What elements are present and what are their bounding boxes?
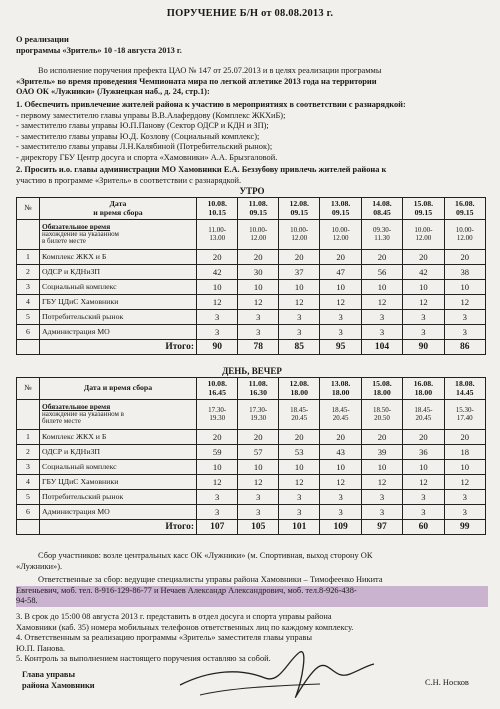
date-cell-part: 13.08. — [330, 378, 351, 388]
mandatory-time-cell-part: 18.50- — [372, 405, 392, 414]
value-cell: 47 — [320, 265, 361, 280]
row-number: 4 — [17, 475, 40, 490]
date-cell-part: 16.45 — [208, 387, 226, 397]
date-cell-part: 16.08. — [413, 378, 434, 388]
handwritten-signature — [170, 640, 380, 708]
value-cell: 10 — [403, 280, 444, 295]
column-date-header — [40, 198, 197, 220]
table-row — [17, 280, 486, 295]
value-cell: 3 — [361, 325, 402, 340]
value-cell: 37 — [279, 265, 320, 280]
value-cell: 10 — [320, 280, 361, 295]
value-cell: 42 — [197, 265, 238, 280]
total-cell: 109 — [320, 520, 361, 535]
value-cell: 10 — [403, 460, 444, 475]
value-cell: 20 — [361, 430, 402, 445]
responsible-line: Евгеньевич, моб. тел. 8-916-129-86-77 и Нечаев Александр Александрович, моб. тел.8-926-438- — [16, 586, 488, 597]
mandatory-time-cell — [361, 220, 402, 250]
mandatory-time-cell-part: 10.00- — [331, 225, 350, 234]
mandatory-time-cell-part: 11.30 — [374, 233, 390, 242]
total-row — [17, 520, 486, 535]
table-row — [17, 430, 486, 445]
item-1-line: 1. Обеспечить привлечение жителей района к участию в мероприятиях в соответствии с разнарядкой: — [16, 100, 406, 109]
date-cell-part: 18.00 — [290, 387, 308, 397]
table-row — [17, 505, 486, 520]
value-cell: 20 — [238, 250, 279, 265]
mandatory-time-cell — [238, 220, 279, 250]
mandatory-time-cell — [197, 220, 238, 250]
date-cell-part: 10.15 — [208, 207, 226, 217]
table-row — [17, 295, 486, 310]
date-cell-part: 16.08. — [455, 198, 475, 208]
table-row — [17, 475, 486, 490]
date-cell-part: 12.08. — [289, 378, 309, 388]
mandatory-time-label — [40, 400, 197, 430]
value-cell: 10 — [279, 460, 320, 475]
table-row — [17, 310, 486, 325]
date-cell-part: 16.30 — [249, 387, 267, 397]
mandatory-time-cell — [403, 220, 444, 250]
date-cell-part: 14.08. — [372, 198, 392, 208]
value-cell: 56 — [361, 265, 402, 280]
value-cell: 3 — [444, 310, 485, 325]
date-cell-part: 09.15 — [331, 207, 350, 217]
total-cell: 104 — [361, 340, 402, 355]
table-row — [17, 445, 486, 460]
value-cell: 20 — [238, 430, 279, 445]
evening-table — [16, 377, 486, 535]
mandatory-time-cell-part: 12.00 — [291, 233, 308, 242]
mandatory-time-cell-part: 15.30- — [455, 405, 474, 414]
mandatory-time-cell-part: 11.00- — [208, 225, 227, 234]
value-cell: 20 — [403, 250, 444, 265]
subject-line-2: программы «Зритель» 10 -18 августа 2013 г. — [16, 46, 182, 55]
value-cell: 10 — [197, 280, 238, 295]
subject-line-1: О реализации — [16, 35, 69, 44]
date-cell — [238, 198, 279, 220]
row-name: Потребительский рынок — [40, 490, 197, 505]
value-cell: 10 — [197, 460, 238, 475]
date-cell-part: 18.00 — [414, 387, 433, 397]
mandatory-time-cell — [444, 220, 485, 250]
total-cell: 107 — [197, 520, 238, 535]
date-cell — [197, 378, 238, 400]
value-cell: 3 — [238, 325, 279, 340]
responsible-line: Ответственные за сбор: ведущие специалисты управы района Хамовники – Тимофеенко Никита — [38, 575, 383, 584]
row-name: ОДСР и КДНиЗП — [40, 265, 197, 280]
total-cell: 86 — [444, 340, 485, 355]
signature-title-line-1: Глава управы — [22, 670, 75, 679]
responsible-paragraph — [16, 575, 488, 607]
mandatory-time-cell-part: 20.45 — [332, 413, 349, 422]
intro-line: ОАО ОК «Лужники» (Лужнецкая наб., д. 24, стр.1): — [16, 87, 210, 97]
mandatory-time-label-part: билете месте — [42, 417, 81, 426]
date-cell — [238, 378, 279, 400]
date-cell — [444, 198, 485, 220]
row-number: 2 — [17, 265, 40, 280]
mandatory-time-cell-part: 20.45 — [415, 413, 432, 422]
row-name: Администрация МО — [40, 325, 197, 340]
row-name: Потребительский рынок — [40, 310, 197, 325]
value-cell: 42 — [403, 265, 444, 280]
row-number: 3 — [17, 460, 40, 475]
total-cell: 60 — [403, 520, 444, 535]
column-number-header: № — [17, 198, 40, 220]
value-cell: 12 — [403, 475, 444, 490]
mandatory-time-cell-part: 18.45- — [290, 405, 309, 414]
mandatory-time-cell-part: 10.00- — [249, 225, 268, 234]
value-cell: 3 — [403, 310, 444, 325]
mandatory-time-cell-part: 18.45- — [414, 405, 433, 414]
value-cell: 59 — [197, 445, 238, 460]
mandatory-time-cell-part: 17.30- — [208, 405, 227, 414]
row-name: Социальный комплекс — [40, 460, 197, 475]
total-label: Итого: — [40, 340, 197, 355]
date-cell-part: 10.08. — [207, 198, 227, 208]
mandatory-time-cell — [320, 400, 361, 430]
value-cell: 10 — [361, 280, 402, 295]
value-cell: 3 — [320, 325, 361, 340]
row-name: Комплекс ЖКХ и Б — [40, 430, 197, 445]
mandatory-time-cell-part: 12.00 — [332, 233, 349, 242]
mandatory-time-cell — [197, 400, 238, 430]
table-header-row — [17, 378, 486, 400]
item-2-paragraph — [16, 165, 488, 186]
date-cell-part: 11.08. — [248, 378, 268, 388]
column-date-header-part: Дата — [109, 198, 127, 208]
table-header-row — [17, 198, 486, 220]
value-cell: 53 — [279, 445, 320, 460]
mandatory-time-cell-part: 19.30 — [209, 413, 226, 422]
value-cell: 3 — [320, 490, 361, 505]
date-cell — [320, 198, 361, 220]
value-cell: 3 — [403, 325, 444, 340]
table-row — [17, 325, 486, 340]
row-name: Комплекс ЖКХ и Б — [40, 250, 197, 265]
table-row — [17, 250, 486, 265]
value-cell: 3 — [320, 310, 361, 325]
total-cell: 105 — [238, 520, 279, 535]
value-cell: 10 — [361, 460, 402, 475]
row-number: 5 — [17, 490, 40, 505]
blank-cell — [17, 340, 40, 355]
morning-section-title: УТРО — [239, 186, 265, 196]
mandatory-time-cell-part: 19.30 — [250, 413, 267, 422]
row-number: 6 — [17, 505, 40, 520]
mandatory-time-row — [17, 220, 486, 250]
date-cell-part: 09.15 — [249, 207, 267, 217]
total-cell: 99 — [444, 520, 485, 535]
blank-cell — [17, 520, 40, 535]
row-number: 2 — [17, 445, 40, 460]
mandatory-time-cell-part: 10.00- — [414, 225, 433, 234]
intro-line: «Зритель» во время проведения Чемпионата мира по легкой атлетике 2013 года на территории — [16, 76, 377, 86]
row-number: 1 — [17, 250, 40, 265]
value-cell: 43 — [320, 445, 361, 460]
date-cell — [279, 198, 320, 220]
value-cell: 20 — [320, 430, 361, 445]
mandatory-time-label-part: Обязательное время — [42, 401, 111, 411]
intro-line: Во исполнение поручения префекта ЦАО № 147 от 25.07.2013 и в целях реализации программы — [38, 66, 382, 75]
value-cell: 3 — [361, 490, 402, 505]
value-cell: 12 — [320, 475, 361, 490]
signatory-name: С.Н. Носков — [425, 678, 469, 687]
mandatory-time-cell — [444, 400, 485, 430]
column-date-header-part: Дата и время сбора — [83, 383, 153, 393]
mandatory-time-cell — [279, 400, 320, 430]
value-cell: 12 — [403, 295, 444, 310]
date-cell — [403, 198, 444, 220]
mandatory-time-cell-part: 17.30- — [249, 405, 268, 414]
table-row — [17, 490, 486, 505]
row-name: ГБУ ЦДиС Хамовники — [40, 295, 197, 310]
mandatory-time-cell-part: 10.00- — [455, 225, 474, 234]
value-cell: 20 — [320, 250, 361, 265]
value-cell: 12 — [279, 475, 320, 490]
value-cell: 10 — [444, 460, 485, 475]
item-3-line: 4. Ответственным за реализацию программы «Зритель» заместителя главы управы — [16, 633, 312, 643]
value-cell: 3 — [279, 490, 320, 505]
value-cell: 10 — [238, 460, 279, 475]
mandatory-time-cell-part: 12.00 — [415, 233, 432, 242]
value-cell: 20 — [444, 250, 485, 265]
date-cell — [444, 378, 485, 400]
value-cell: 12 — [197, 475, 238, 490]
gathering-line: «Лужники»). — [16, 561, 63, 571]
value-cell: 10 — [444, 280, 485, 295]
column-date-header-part: и время сбора — [93, 207, 143, 217]
evening-section-title: ДЕНЬ, ВЕЧЕР — [222, 366, 282, 376]
mandatory-time-row — [17, 400, 486, 430]
value-cell: 12 — [238, 295, 279, 310]
mandatory-time-cell-part: 17.40 — [456, 413, 473, 422]
item-3-line: 5. Контроль за выполнением настоящего поручения оставляю за собой. — [16, 654, 271, 664]
row-number: 6 — [17, 325, 40, 340]
value-cell: 3 — [238, 505, 279, 520]
mandatory-time-cell — [403, 400, 444, 430]
value-cell: 3 — [320, 505, 361, 520]
item-1-line: - заместителю главы управы Ю.П.Панову (Сектор ОДСР и КДН и ЗП); — [16, 121, 269, 131]
value-cell: 12 — [238, 475, 279, 490]
value-cell: 20 — [197, 430, 238, 445]
gathering-line: Сбор участников: возле центральных касс ОК «Лужники» (м. Спортивная, выход сторону ОК — [38, 551, 373, 560]
date-cell-part: 18.00 — [331, 387, 350, 397]
mandatory-time-cell — [361, 400, 402, 430]
mandatory-time-label-part: Обязательное время — [42, 221, 111, 231]
item-1-line: - заместителю главы управы Л.Н.Калябиной (Потребительский рынок); — [16, 142, 273, 152]
signature-title-line-2: района Хамовники — [22, 681, 95, 690]
value-cell: 20 — [361, 250, 402, 265]
date-cell — [361, 378, 402, 400]
value-cell: 12 — [361, 475, 402, 490]
item-3-line: Хамовники (каб. 35) номера мобильных телефонов ответственных лиц по каждому комплексу. — [16, 622, 354, 632]
date-cell-part: 18.08. — [455, 378, 475, 388]
row-name: Администрация МО — [40, 505, 197, 520]
value-cell: 12 — [197, 295, 238, 310]
value-cell: 3 — [444, 490, 485, 505]
value-cell: 12 — [279, 295, 320, 310]
mandatory-time-cell-part: 12.00 — [456, 233, 473, 242]
total-cell: 90 — [197, 340, 238, 355]
value-cell: 20 — [444, 430, 485, 445]
mandatory-time-cell-part: 18.45- — [331, 405, 350, 414]
date-cell-part: 09.15 — [414, 207, 433, 217]
date-cell-part: 15.08. — [372, 378, 392, 388]
morning-table — [16, 197, 486, 355]
mandatory-time-cell-part: 09.30- — [372, 225, 392, 234]
value-cell: 3 — [197, 325, 238, 340]
value-cell: 12 — [361, 295, 402, 310]
date-cell-part: 08.45 — [373, 207, 391, 217]
item-1-line: - первому заместителю главы управы В.В.Алафердову (Комплекс ЖКХиБ); — [16, 110, 286, 120]
value-cell: 3 — [279, 505, 320, 520]
mandatory-time-cell — [320, 220, 361, 250]
value-cell: 10 — [238, 280, 279, 295]
value-cell: 3 — [197, 490, 238, 505]
total-cell: 97 — [361, 520, 402, 535]
total-row — [17, 340, 486, 355]
value-cell: 12 — [444, 475, 485, 490]
table-row — [17, 460, 486, 475]
value-cell: 3 — [279, 310, 320, 325]
mandatory-time-cell-part: 12.00 — [250, 233, 267, 242]
date-cell-part: 14.45 — [456, 387, 474, 397]
mandatory-time-cell — [279, 220, 320, 250]
blank-cell — [17, 400, 40, 430]
item-2-line: 2. Просить и.о. главы администрации МО Хамовники Е.А. Беззубову привлечь жителей района к — [16, 165, 387, 174]
date-cell-part: 10.08. — [207, 378, 227, 388]
value-cell: 3 — [197, 505, 238, 520]
date-cell — [403, 378, 444, 400]
date-cell-part: 15.08. — [413, 198, 434, 208]
item-3-line: Ю.П. Панова. — [16, 643, 66, 653]
item-2-line: участию в программе «Зритель» в соответствии с разнарядкой. — [16, 175, 242, 185]
total-cell: 90 — [403, 340, 444, 355]
value-cell: 3 — [361, 505, 402, 520]
value-cell: 12 — [320, 295, 361, 310]
blank-cell — [17, 220, 40, 250]
row-number: 1 — [17, 430, 40, 445]
value-cell: 3 — [361, 310, 402, 325]
total-label: Итого: — [40, 520, 197, 535]
row-number: 4 — [17, 295, 40, 310]
value-cell: 3 — [238, 490, 279, 505]
value-cell: 3 — [444, 325, 485, 340]
value-cell: 12 — [444, 295, 485, 310]
mandatory-time-cell — [238, 400, 279, 430]
total-cell: 101 — [279, 520, 320, 535]
value-cell: 57 — [238, 445, 279, 460]
total-cell: 78 — [238, 340, 279, 355]
mandatory-time-label-part: нахождение на указанном — [42, 229, 119, 238]
value-cell: 10 — [279, 280, 320, 295]
total-cell: 95 — [320, 340, 361, 355]
date-cell-part: 12.08. — [289, 198, 309, 208]
value-cell: 30 — [238, 265, 279, 280]
responsible-line: 94-58. — [16, 596, 488, 607]
mandatory-time-label-part: в билете месте — [42, 237, 86, 246]
row-name: ГБУ ЦДиС Хамовники — [40, 475, 197, 490]
document-title: ПОРУЧЕНИЕ Б/Н от 08.08.2013 г. — [166, 8, 334, 19]
row-number: 5 — [17, 310, 40, 325]
date-cell-part: 09.15 — [290, 207, 308, 217]
value-cell: 10 — [320, 460, 361, 475]
item-3-line: 3. В срок до 15:00 08 августа 2013 г. представить в отдел досуга и спорта управы района — [16, 612, 332, 621]
gathering-paragraph — [16, 551, 488, 572]
value-cell: 36 — [403, 445, 444, 460]
value-cell: 3 — [279, 325, 320, 340]
mandatory-time-cell-part: 20.45 — [291, 413, 308, 422]
date-cell-part: 18.00 — [373, 387, 391, 397]
total-cell: 85 — [279, 340, 320, 355]
value-cell: 3 — [238, 310, 279, 325]
mandatory-time-label-part: нахождение на указанном в — [42, 409, 124, 418]
date-cell-part: 09.15 — [456, 207, 474, 217]
value-cell: 3 — [403, 490, 444, 505]
column-date-header — [40, 378, 197, 400]
item-1-line: - директору ГБУ Центр досуга и спорта «Хамовники» А.А. Брызгаловой. — [16, 152, 278, 162]
item-1-line: - заместителю главы управы Ю.Д. Козлову (Социальный комплекс); — [16, 131, 260, 141]
mandatory-time-cell-part: 13.00 — [209, 233, 226, 242]
row-name: ОДСР и КДНиЗП — [40, 445, 197, 460]
date-cell — [361, 198, 402, 220]
value-cell: 3 — [403, 505, 444, 520]
column-number-header: № — [17, 378, 40, 400]
value-cell: 20 — [279, 250, 320, 265]
row-number: 3 — [17, 280, 40, 295]
value-cell: 20 — [197, 250, 238, 265]
date-cell-part: 13.08. — [330, 198, 351, 208]
value-cell: 38 — [444, 265, 485, 280]
item-1-list — [16, 100, 488, 164]
date-cell — [197, 198, 238, 220]
value-cell: 3 — [197, 310, 238, 325]
value-cell: 20 — [403, 430, 444, 445]
table-row — [17, 265, 486, 280]
value-cell: 20 — [279, 430, 320, 445]
intro-paragraph — [16, 66, 488, 98]
value-cell: 39 — [361, 445, 402, 460]
mandatory-time-cell-part: 10.00- — [290, 225, 309, 234]
value-cell: 3 — [444, 505, 485, 520]
date-cell — [320, 378, 361, 400]
mandatory-time-label — [40, 220, 197, 250]
date-cell-part: 11.08. — [248, 198, 268, 208]
row-name: Социальный комплекс — [40, 280, 197, 295]
mandatory-time-cell-part: 20.50 — [374, 413, 390, 422]
value-cell: 18 — [444, 445, 485, 460]
date-cell — [279, 378, 320, 400]
